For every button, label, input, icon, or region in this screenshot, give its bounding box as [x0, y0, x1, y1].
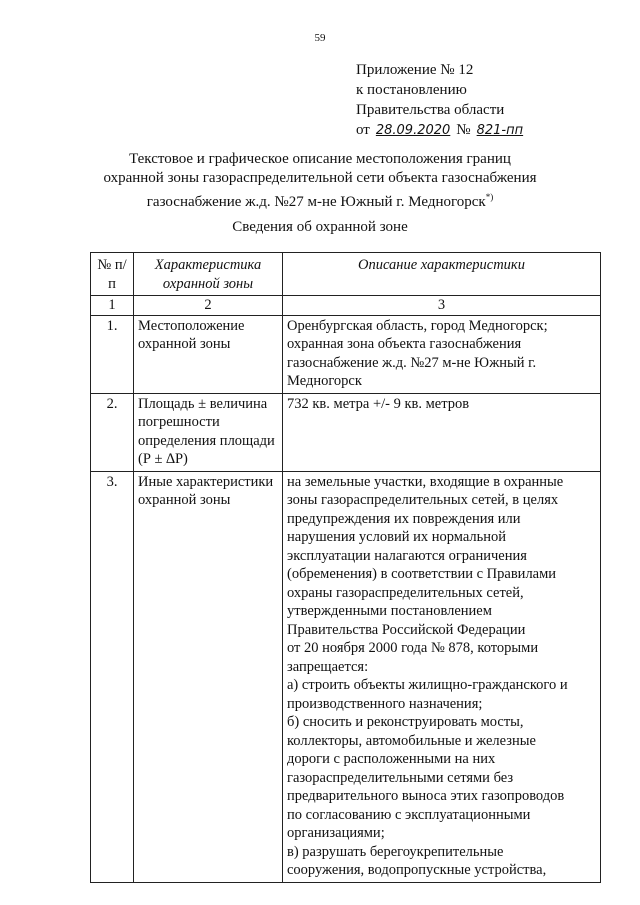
- description-line: дороги с расположенными на них: [287, 751, 496, 767]
- document-title: [80, 150, 560, 212]
- number-sign: №: [456, 122, 471, 138]
- row-characteristic: Иные характеристики охранной зоны: [134, 471, 283, 882]
- index-cell: 2: [134, 296, 283, 316]
- description-line: нарушения условий их нормальной: [287, 529, 507, 545]
- description-line: производственного назначения;: [287, 695, 483, 712]
- row-number: 2.: [91, 393, 134, 471]
- header-description: Описание характеристики: [283, 253, 601, 296]
- row-description: [283, 471, 601, 882]
- description-line: эксплуатации налагаются ограничения: [287, 547, 527, 564]
- table-row: [91, 315, 601, 393]
- description-line: предварительного выноса этих газопроводов: [287, 788, 565, 804]
- description-line: зоны газораспределительных сетей, в целях: [287, 492, 559, 508]
- handwritten-doc-number: 821-пп: [476, 123, 524, 138]
- table-row: [91, 393, 601, 471]
- description-line: запрещается:: [287, 658, 369, 675]
- footnote-mark: *): [485, 192, 494, 202]
- row-description: Оренбургская область, город Медногорск; охранная зона объекта газоснабжения газоснабжение ж.д. №27 м-не Южный г. Медногорск: [283, 315, 601, 393]
- title-line-2: охранной зоны газораспределительной сети объекта газоснабжения: [103, 170, 537, 186]
- row-characteristic: Площадь ± величина погрешности определения площади (Р ± ∆Р): [134, 393, 283, 471]
- appendix-block: [356, 60, 529, 141]
- description-line: охраны газораспределительных сетей,: [287, 584, 524, 601]
- zone-info-table: [90, 252, 601, 883]
- description-line: на земельные участки, входящие в охранные: [287, 473, 564, 490]
- title-line-3: газоснабжение ж.д. №27 м-не Южный г. Медногорск*): [146, 192, 494, 210]
- appendix-reference: к постановлению: [356, 82, 467, 98]
- appendix-date-line: [356, 120, 529, 141]
- description-line: по согласованию с эксплуатационными: [287, 806, 531, 823]
- row-number: 3.: [91, 471, 134, 882]
- header-characteristic: Характеристика охранной зоны: [134, 253, 283, 296]
- date-prefix: от: [356, 122, 370, 138]
- page-number: 59: [314, 32, 326, 44]
- header-number: № п/п: [91, 253, 134, 296]
- handwritten-date: 28.09.2020: [375, 123, 451, 138]
- index-cell: 3: [283, 296, 601, 316]
- table-row: [91, 471, 601, 882]
- description-line: коллекторы, автомобильные и железные: [287, 732, 536, 749]
- row-number: 1.: [91, 315, 134, 393]
- description-line: б) сносить и реконструировать мосты,: [287, 714, 524, 730]
- index-cell: 1: [91, 296, 134, 316]
- description-line: сооружения, водопропускные устройства,: [287, 862, 547, 878]
- description-line: в) разрушать берегоукрепительные: [287, 843, 504, 860]
- description-line: Правительства Российской Федерации: [287, 621, 526, 638]
- section-title: Сведения об охранной зоне: [232, 219, 408, 235]
- description-line: организациями;: [287, 825, 385, 841]
- description-line: газораспределительными сетями без: [287, 769, 514, 786]
- description-line: утвержденными постановлением: [287, 603, 492, 619]
- table-index-row: [91, 296, 601, 316]
- description-line: (обременения) в соответствии с Правилами: [287, 566, 557, 582]
- title-line-1: Текстовое и графическое описание местоположения границ: [129, 151, 511, 167]
- appendix-title: Приложение № 12: [356, 62, 474, 78]
- description-line: предупреждения их повреждения или: [287, 510, 521, 527]
- description-line: от 20 ноября 2000 года № 878, которыми: [287, 640, 539, 656]
- table-header-row: [91, 253, 601, 296]
- row-characteristic: Местоположение охранной зоны: [134, 315, 283, 393]
- appendix-authority: Правительства области: [356, 102, 505, 118]
- row-description: 732 кв. метра +/- 9 кв. метров: [283, 393, 601, 471]
- description-line: а) строить объекты жилищно-гражданского и: [287, 677, 568, 693]
